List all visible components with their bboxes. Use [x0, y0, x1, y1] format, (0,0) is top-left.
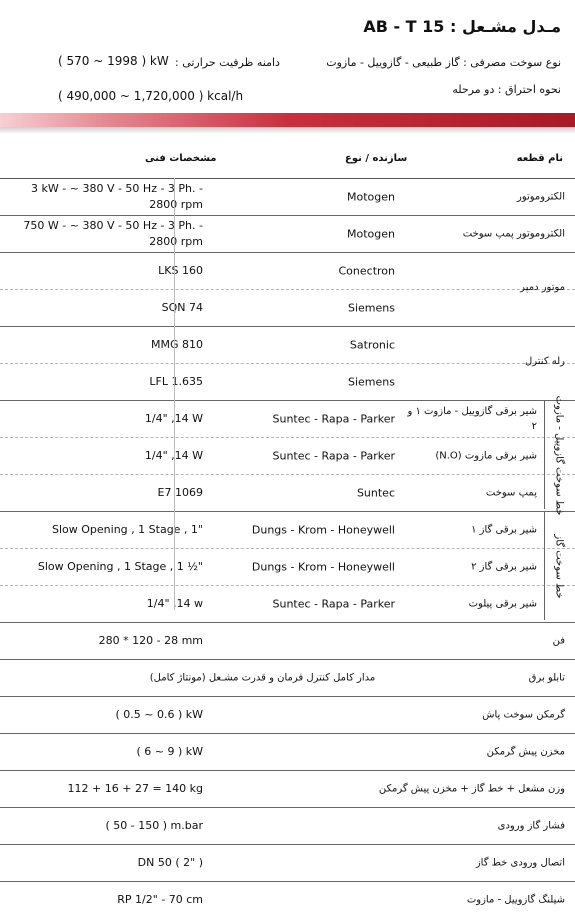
table-row [0, 364, 575, 401]
row-spec: LKS 160 [158, 264, 203, 277]
table-row [0, 734, 575, 771]
table-row [0, 623, 575, 660]
row-maker: Siemens [348, 301, 395, 315]
row-part: شیر برقی گازوییل - مازوت ۱ و ۲ [407, 406, 537, 432]
spec-table [0, 142, 575, 918]
row-part: پمپ سوخت [485, 487, 537, 499]
gas-line-text: خط سوخت گاز [553, 533, 565, 599]
row-part: موتور دمپر [520, 282, 565, 293]
row-spec: RP 1/2" - 70 cm [117, 893, 203, 906]
row-spec: 1/4" ,14 W [144, 449, 203, 462]
table-row [0, 808, 575, 845]
table-row [0, 216, 575, 253]
table-row [0, 660, 575, 697]
table-row [0, 845, 575, 882]
row-part: شیر برقی گاز ۱ [471, 524, 537, 536]
row-maker: Suntec - Rapa - Parker [272, 449, 395, 463]
row-part: فشار گاز ورودی [497, 820, 565, 832]
oil-line-group [0, 395, 575, 515]
row-part: شیلنگ گازوییل - مازوت [466, 894, 565, 906]
oil-line-label [549, 395, 569, 515]
combustion-type: نحوه احتراق : دو مرحله [452, 83, 561, 96]
header [0, 0, 575, 126]
row-part: الکتروموتور پمپ سوخت [462, 228, 565, 240]
header-part: نام قطعه [516, 153, 563, 164]
row-spec: DN 50 ( 2" ) [137, 856, 203, 869]
row-maker: Suntec [356, 486, 395, 500]
table-row [0, 475, 575, 512]
row-spec: 280 * 120 - 28 mm [98, 634, 203, 647]
table-header [0, 142, 575, 179]
row-spec: MMG 810 [151, 338, 203, 351]
capacity-label: دامنه ظرفیت حرارتی : [175, 56, 280, 69]
row-spec: SQN 74 [161, 301, 203, 314]
header-band-shadow [0, 127, 575, 134]
table-row [0, 290, 575, 327]
row-part: شیر برقی پیلوت [468, 598, 537, 610]
row-part: شیر برقی گاز ۲ [471, 561, 537, 573]
table-row [0, 512, 575, 549]
row-part: تابلو برق [528, 672, 565, 684]
row-part: مخزن پیش گرمکن [486, 746, 565, 758]
row-spec: 3 kW - ~ 380 V - 50 Hz - 3 Ph. - 2800 rpm [31, 182, 203, 211]
row-maker: Dungs - Krom - Honeywell [251, 560, 395, 574]
row-spec: 1/4" ,14 W [144, 412, 203, 425]
table-row [0, 771, 575, 808]
row-maker: Motogen [347, 227, 395, 241]
row-spec: LFL 1.635 [149, 375, 203, 388]
gas-line-group [0, 512, 575, 623]
row-part: وزن مشعل + خط گاز + مخزن پیش گرمکن [378, 783, 565, 795]
row-maker: Satronic [349, 338, 395, 352]
table-row [0, 253, 575, 290]
table-row [0, 697, 575, 734]
relay-group [0, 327, 575, 401]
row-part: فن [552, 635, 565, 647]
group-divider [544, 401, 545, 509]
row-maker: Motogen [347, 190, 395, 204]
table-row [0, 438, 575, 475]
row-part: شیر برقی مازوت (N.O) [435, 450, 537, 462]
gas-line-label [549, 512, 569, 620]
row-maker: Siemens [348, 375, 395, 389]
table-row [0, 327, 575, 364]
row-spec: ( 0.5 ~ 0.6 ) kW [115, 708, 203, 721]
row-maker: Conectron [338, 264, 395, 278]
table-row [0, 179, 575, 216]
row-maker: Suntec - Rapa - Parker [272, 412, 395, 426]
column-divider [174, 178, 175, 610]
row-maker: Suntec - Rapa - Parker [272, 597, 395, 611]
row-spec: مدار کامل کنترل فرمان و قدرت مشـعل (مونتاژ کامل) [149, 672, 376, 684]
row-spec: 1/4" ,14 w [146, 597, 203, 610]
row-part: الکتروموتور [516, 191, 565, 203]
row-spec: Slow Opening , 1 Stage , 1 ½" [37, 560, 203, 573]
oil-line-text: خط سوخت گازوییل - مازوت [553, 395, 565, 515]
row-spec: ( 50 - 150 ) m.bar [105, 819, 203, 832]
row-spec: ( 6 ~ 9 ) kW [136, 745, 203, 758]
header-spec: مشخصات فنی [145, 153, 217, 164]
table-row [0, 401, 575, 438]
header-maker: سازنده / نوع [345, 153, 408, 164]
table-row [0, 549, 575, 586]
table-row [0, 882, 575, 918]
row-part: رله کنترل [525, 356, 565, 367]
capacity-kw: ( 570 ~ 1998 ) kW [58, 54, 169, 68]
row-spec: 112 + 16 + 27 = 140 kg [67, 782, 203, 795]
row-spec: Slow Opening , 1 Stage , 1" [52, 523, 203, 536]
row-part: گرمکن سوخت پاش [482, 709, 565, 721]
model-title: مـدل مشـعل : AB - T 15 [363, 17, 561, 36]
row-spec: 750 W - ~ 380 V - 50 Hz - 3 Ph. - 2800 rpm [23, 219, 203, 248]
capacity-kcal: ( 490,000 ~ 1,720,000 ) kcal/h [58, 89, 244, 103]
fuel-type: نوع سوخت مصرفی : گاز طبیعی - گازوییل - مازوت [326, 56, 561, 69]
damper-group [0, 253, 575, 327]
row-maker: Dungs - Krom - Honeywell [251, 523, 395, 537]
table-row [0, 586, 575, 623]
row-part: اتصال ورودی خط گاز [475, 857, 565, 869]
header-band [0, 113, 575, 127]
group-divider [544, 512, 545, 620]
row-spec: E7 1069 [157, 486, 203, 499]
